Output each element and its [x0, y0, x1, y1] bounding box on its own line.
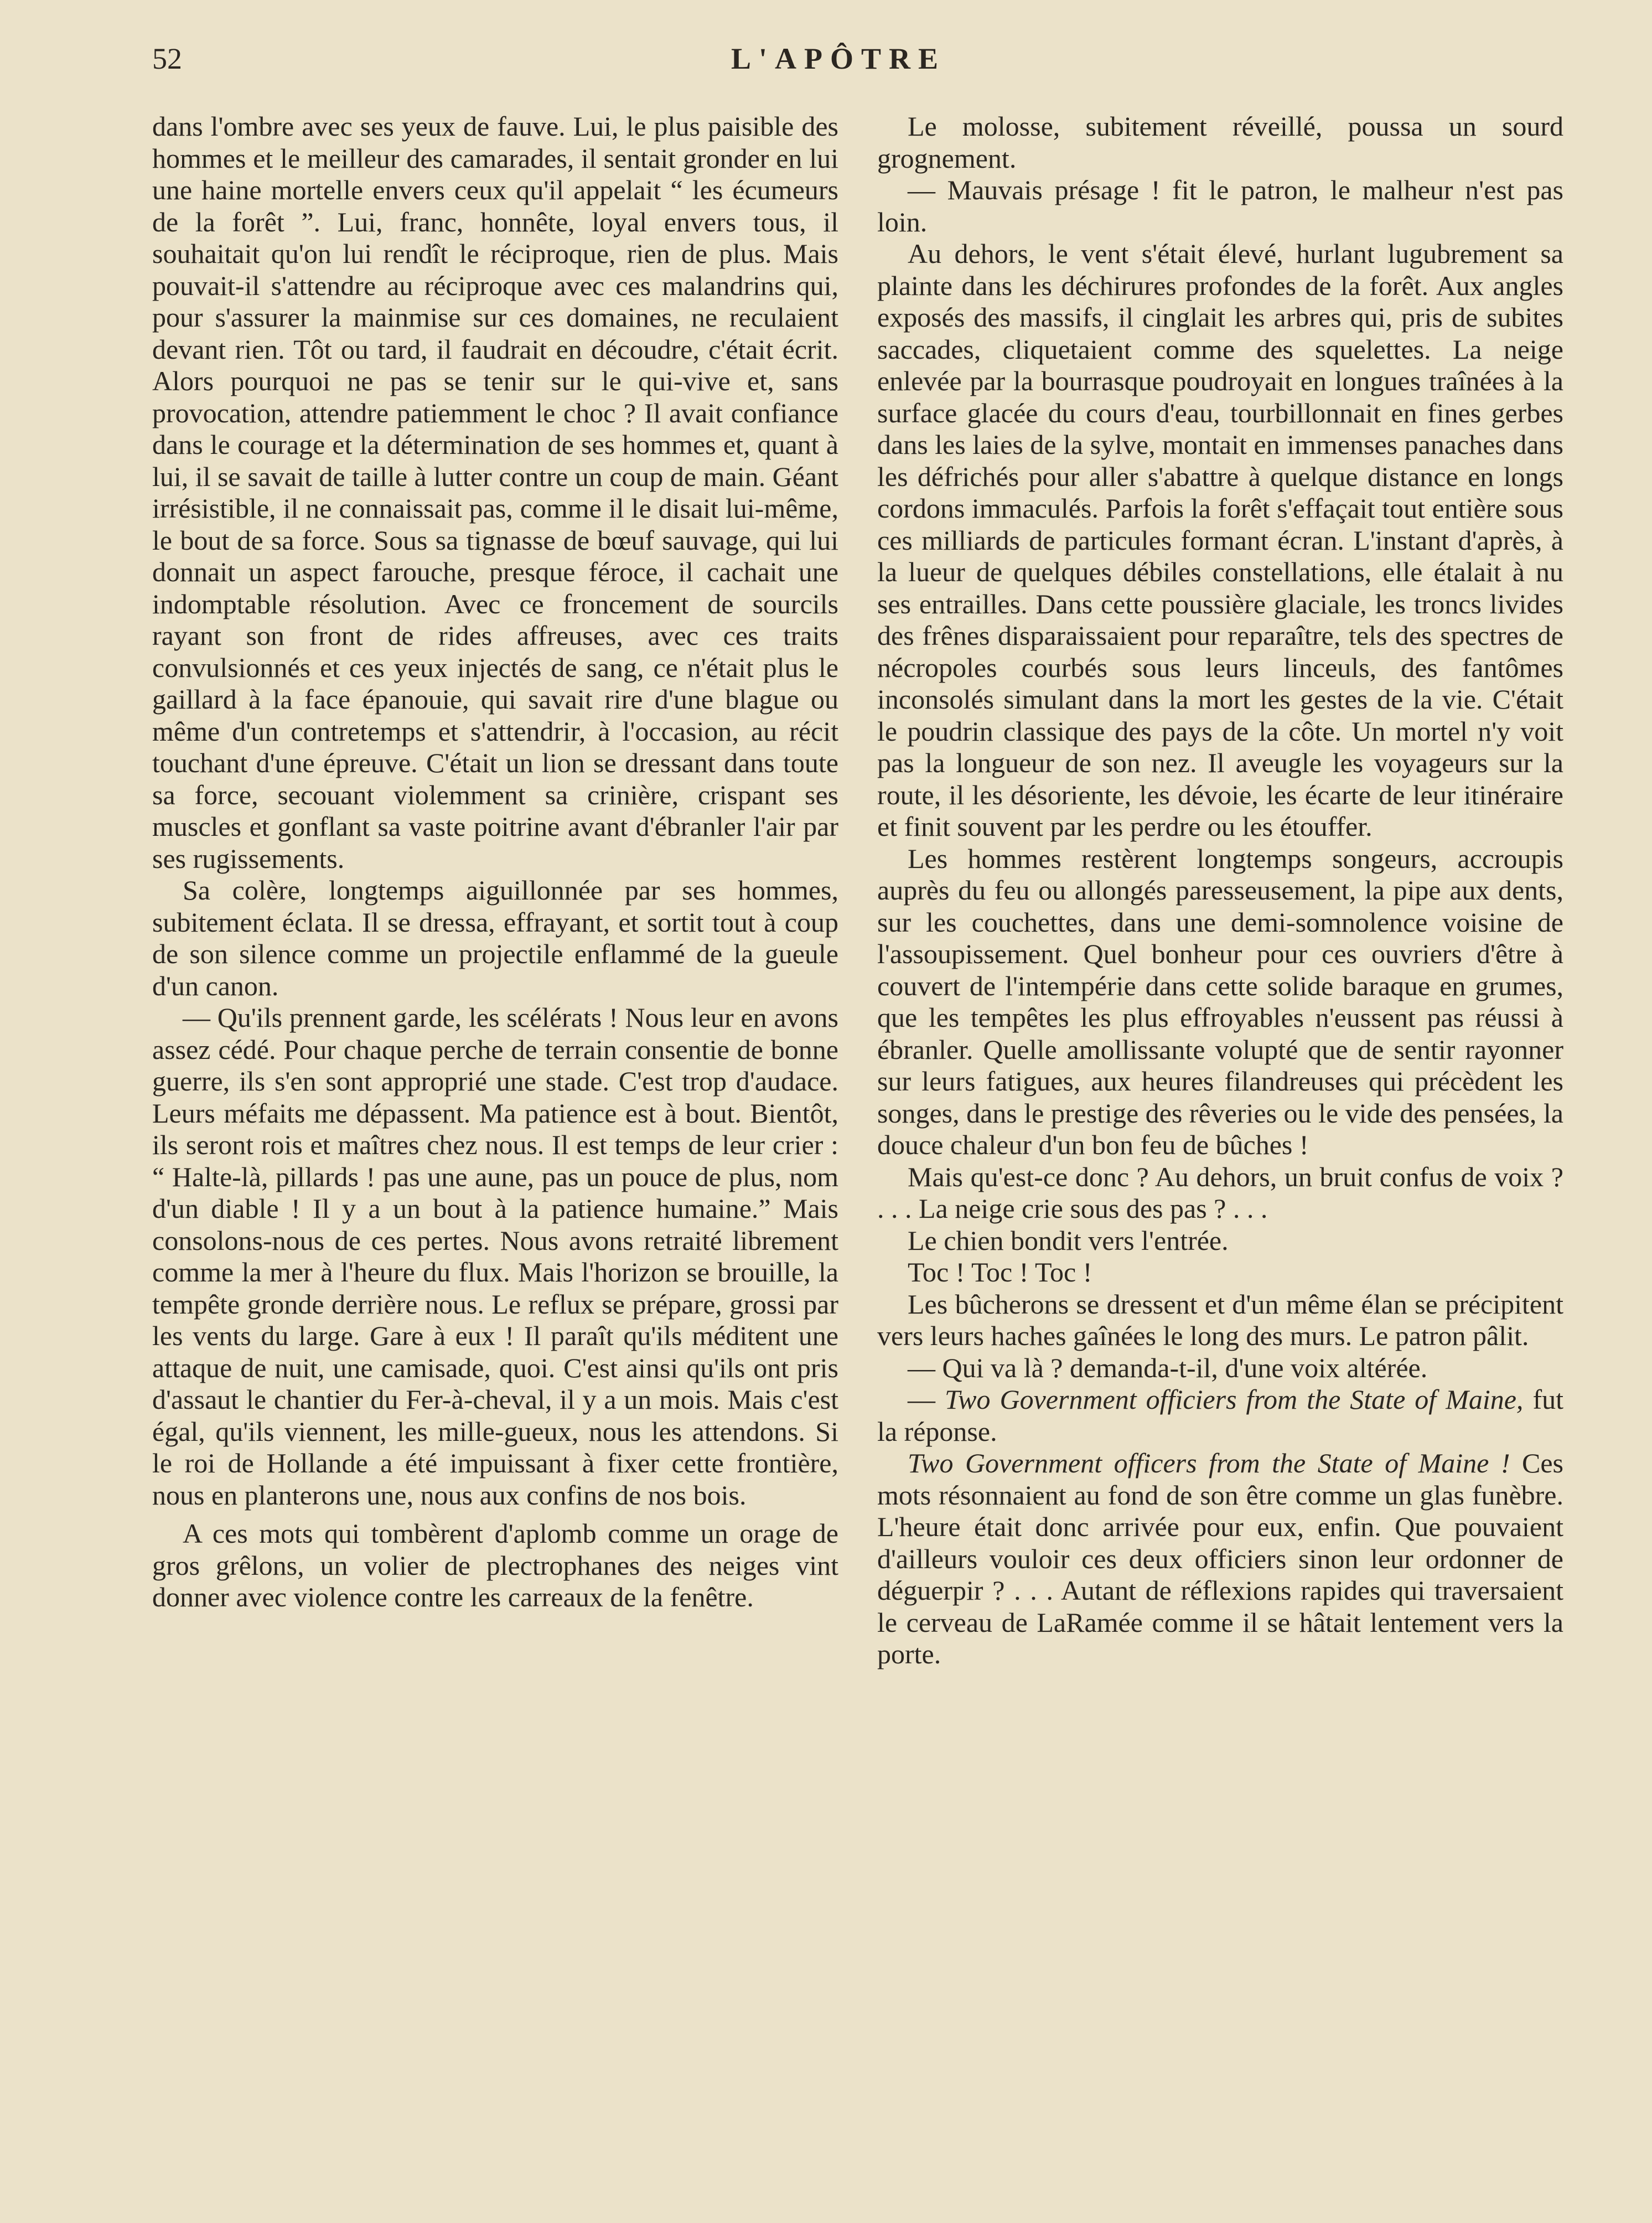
paragraph: [877, 1447, 1563, 1671]
paragraph: — Qu'ils prennent garde, les scélérats ! Nous leur en avons assez cédé. Pour chaque perche de terrain consentie de bonne guerre, ils s'en sont approprié une stade. C'est trop d'audace. Leurs méfaits me dépassent. Ma patience est à bout. Bientôt, ils seront rois et maîtres chez nous. Il est temps de leur crier : “ Halte-là, pillards ! pas une aune, pas un pouce de plus, nom d'un diable ! Il y a un bout à la patience humaine.” Mais consolons-nous de ces pertes. Nous avons retraité librement comme la mer à l'heure du flux. Mais l'horizon se brouille, la tempête gronde derrière nous. Le reflux se prépare, grossi par les vents du large. Gare à eux ! Il paraît qu'ils méditent une attaque de nuit, une camisade, quoi. C'est ainsi qu'ils ont pris d'assaut le chantier du Fer-à-cheval, il y a un mois. Mais c'est égal, qu'ils viennent, les mille-gueux, nous les attendons. Si le roi de Hollande a été impuissant à fixer cette frontière, nous en planterons une, nous aux confins de nos bois.: [152, 1002, 838, 1511]
paragraph: Toc ! Toc ! Toc !: [908, 1257, 1092, 1288]
running-head: [152, 37, 1525, 81]
english-quote: Two Government officers from the State of Maine !: [908, 1447, 1510, 1478]
paragraph: [877, 1384, 1563, 1447]
left-column: [152, 111, 838, 1614]
paragraph: Le chien bondit vers l'entrée.: [908, 1224, 1229, 1256]
page-number: 52: [152, 42, 182, 75]
paragraph-text: Ces mots résonnaient au fond de son être comme un glas funèbre. L'heure était donc arrivée pour eux, enfin. Que pouvaient d'ailleurs vouloir ces deux officiers sinon leur ordonner de déguerpir ? . . . Autant de réflexions rapides qui traversaient le cerveau de LaRamée comme il se hâtait lentement vers la porte.: [877, 1447, 1563, 1669]
paragraph-text: fut la réponse.: [877, 1384, 1564, 1447]
paragraph: A ces mots qui tombèrent d'aplomb comme un orage de gros grêlons, un volier de plectrophanes des neiges vint donner avec violence contre les carreaux de la fenêtre.: [152, 1518, 838, 1612]
paragraph: dans l'ombre avec ses yeux de fauve. Lui, le plus paisible des hommes et le meilleur des camarades, il sentait gronder en lui une haine mortelle envers ceux qu'il appelait “ les écumeurs de la forêt ”. Lui, franc, honnête, loyal envers tous, il souhaitait qu'on lui rendît le réciproque, rien de plus. Mais pouvait-il s'attendre au réciproque avec ces malandrins qui, pour s'assurer la mainmise sur ces domaines, ne reculaient devant rien. Tôt ou tard, il faudrait en découdre, c'était écrit. Alors pourquoi ne pas se tenir sur le qui-vive et, sans provocation, attendre patiemment le choc ? Il avait confiance dans le courage et la détermination de ses hommes et, quant à lui, il se savait de taille à lutter contre un coup de main. Géant irrésistible, il ne connaissait pas, comme il le disait lui-même, le bout de sa force. Sous sa tignasse de bœuf sauvage, qui lui donnait un aspect farouche, presque féroce, il cachait une indomptable résolution. Avec ce froncement de sourcils rayant son front de rides affreuses, avec ces traits convulsionnés et ces yeux injectés de sang, ce n'était plus le gaillard à la face épanouie, qui savait rire d'une blague ou même d'un contretemps et s'attendrir, à l'occasion, au récit touchant d'une épreuve. C'était un lion se dressant dans toute sa force, secouant violemment sa crinière, crispant ses muscles et gonflant sa vaste poitrine avant d'ébranler l'air par ses rugissements.: [152, 111, 838, 874]
right-column: [877, 111, 1563, 1671]
running-title: L'APÔTRE: [731, 42, 946, 75]
paragraph: Le molosse, subitement réveillé, poussa un sourd grognement.: [877, 111, 1563, 174]
paragraph: Mais qu'est-ce donc ? Au dehors, un bruit confus de voix ? . . . La neige crie sous des pas ? . . .: [877, 1161, 1563, 1224]
dialogue-dash: —: [908, 1384, 945, 1415]
english-quote: Two Government officiers from the State of Maine,: [945, 1384, 1524, 1415]
paragraph: Au dehors, le vent s'était élevé, hurlant lugubrement sa plainte dans les déchirures profondes de la forêt. Aux angles exposés des massifs, il cinglait les arbres qui, pris de subites saccades, cliquetaient comme des squelettes. La neige enlevée par la bourrasque poudroyait en longues traînées à la surface glacée du cours d'eau, tourbillonnait en fines gerbes dans les laies de la sylve, montait en immenses panaches dans les défrichés pour aller s'abattre à quelque distance en longs cordons immaculés. Parfois la forêt s'effaçait tout entière sous ces milliards de particules formant écran. L'instant d'après, à la lueur de quelques débiles constellations, elle étalait à nu ses entrailles. Dans cette poussière glaciale, les troncs livides des frênes disparaissaient pour reparaître, tels des spectres de nécropoles courbés sous leurs linceuls, des fantômes inconsolés simulant dans la mort les gestes de la vie. C'était le poudrin classique des pays de la côte. Un mortel n'y voit pas la longueur de son nez. Il aveugle les voyageurs sur la route, il les désoriente, les dévoie, les écarte de leur itinéraire et finit souvent par les perdre ou les étouffer.: [877, 238, 1563, 842]
paragraph: Sa colère, longtemps aiguillonnée par ses hommes, subitement éclata. Il se dressa, effrayant, et sortit tout à coup de son silence comme un projectile enflammé de la gueule d'un canon.: [152, 875, 838, 1001]
paragraph: Les bûcherons se dressent et d'un même élan se précipitent vers leurs haches gaînées le long des murs. Le patron pâlit.: [877, 1288, 1563, 1351]
paragraph: Les hommes restèrent longtemps songeurs, accroupis auprès du feu ou allongés paresseusement, la pipe aux dents, sur les couchettes, dans une demi-somnolence voisine de l'assoupissement. Quel bonheur pour ces ouvriers d'être à couvert de l'intempérie dans cette solide baraque en grumes, que les tempêtes les plus effroyables n'eussent pas réussi à ébranler. Quelle amollissante volupté que de sentir rayonner sur leurs fatigues, aux heures filandreuses qui précèdent les songes, dans le prestige des rêveries ou le vide des pensées, la douce chaleur d'un bon feu de bûches !: [877, 842, 1563, 1160]
paragraph: — Qui va là ? demanda-t-il, d'une voix altérée.: [908, 1352, 1428, 1383]
paragraph: — Mauvais présage ! fit le patron, le malheur n'est pas loin.: [877, 174, 1563, 237]
